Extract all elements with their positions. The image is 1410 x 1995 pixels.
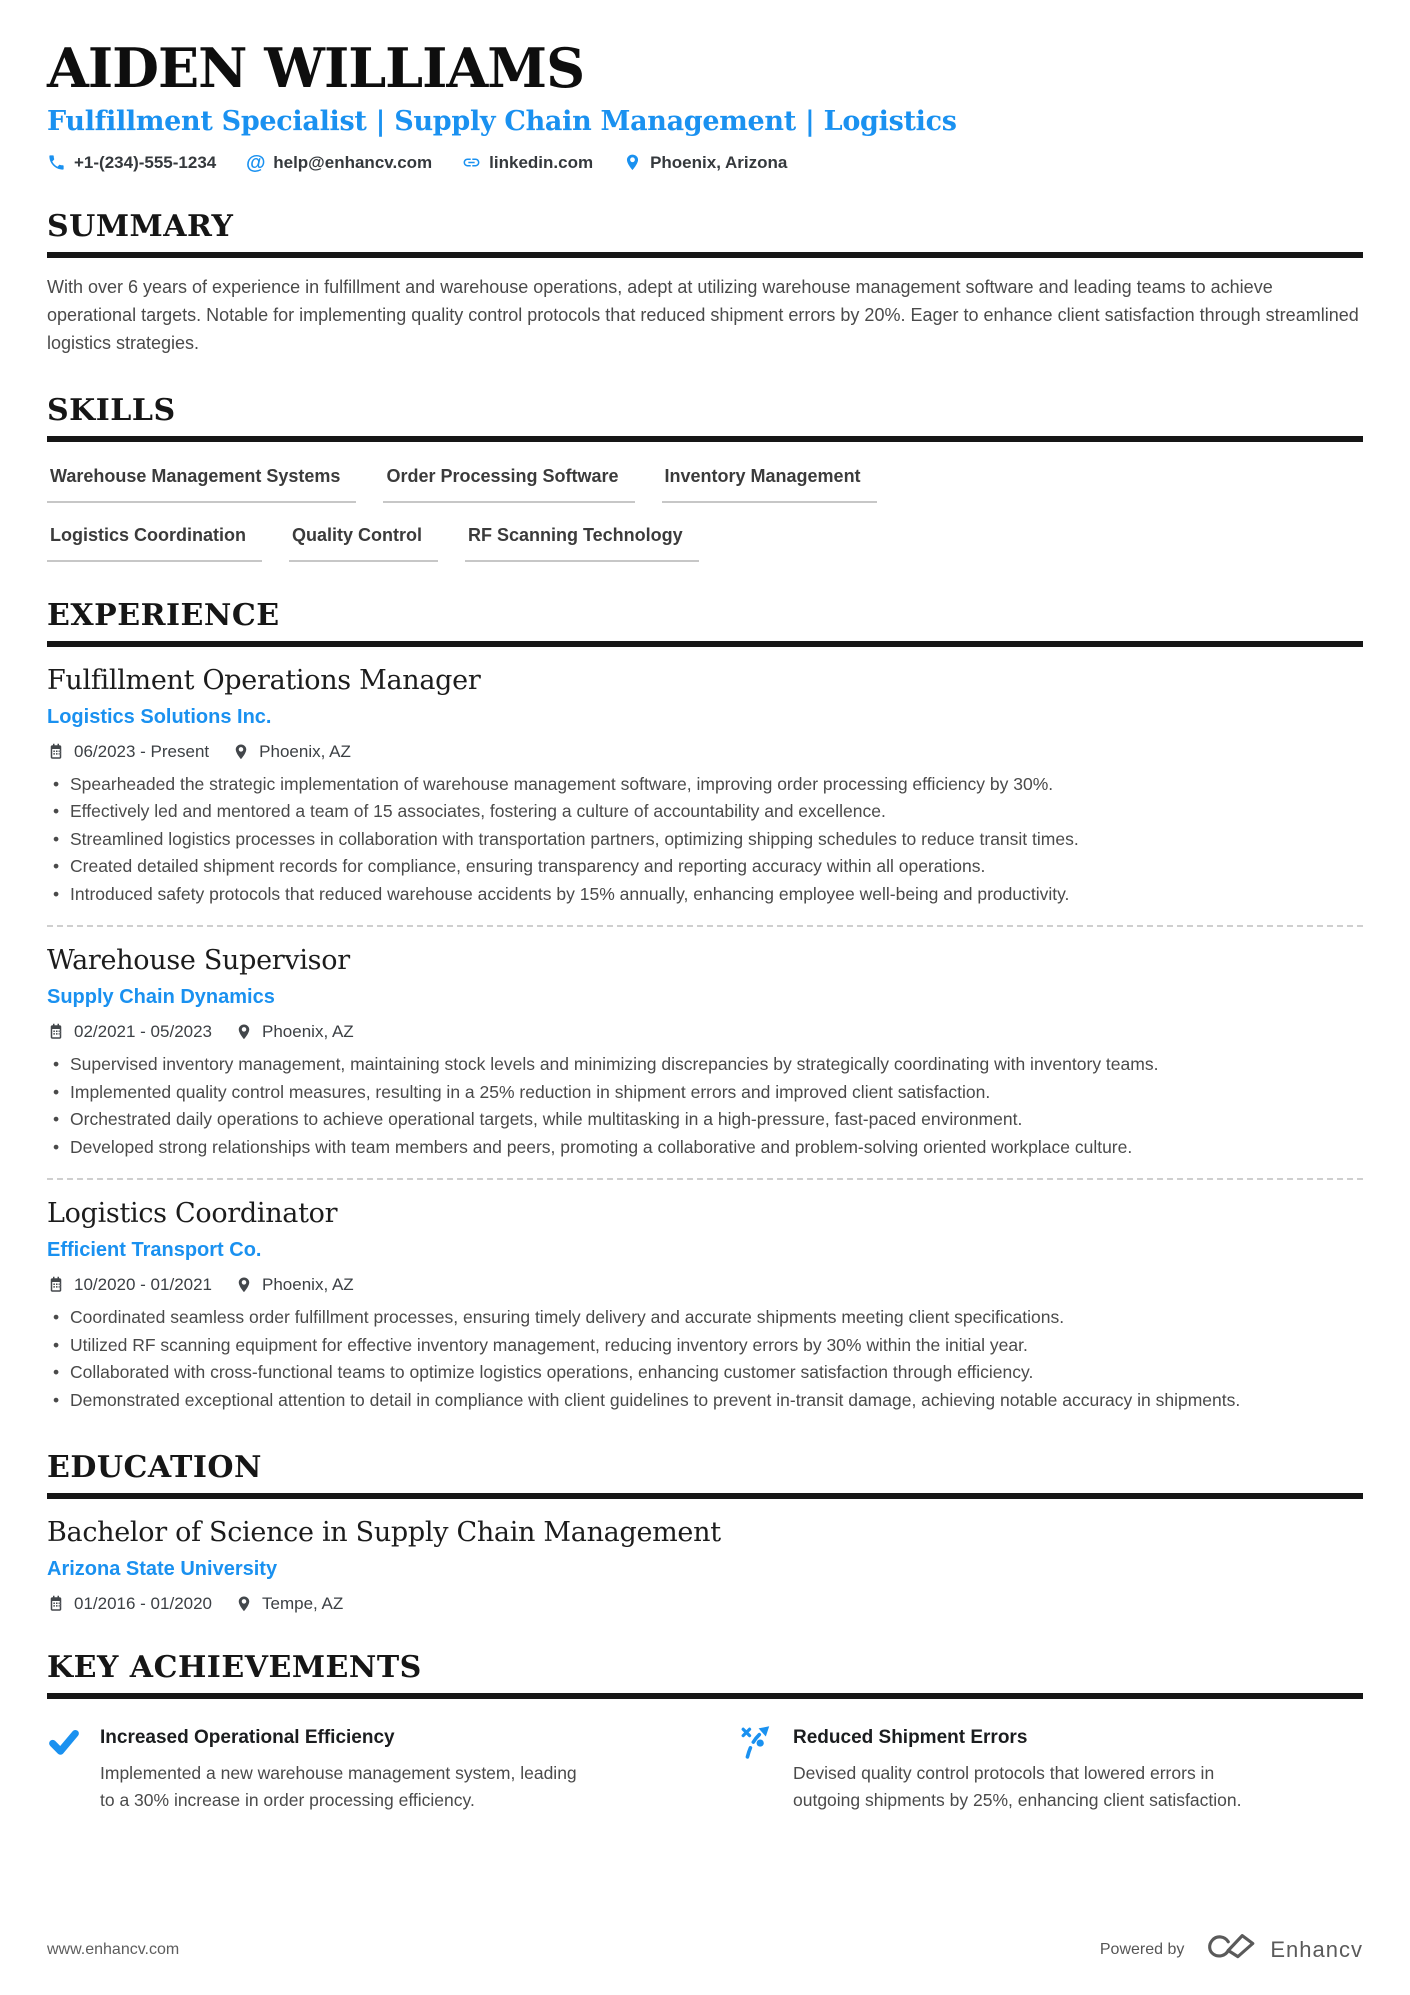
achievement-text: Implemented a new warehouse management system, leading to a 30% increase in order processing efficiency. xyxy=(100,1763,577,1811)
experience-section xyxy=(47,598,1363,1415)
summary-heading: SUMMARY xyxy=(47,209,1363,258)
phone-contact xyxy=(47,153,216,173)
job-bullet: • Streamlined logistics processes in collaboration with transportation partners, optimizing shipping schedules to reduce transit times. xyxy=(47,826,1363,854)
powered-by-label: Powered by xyxy=(1099,1940,1185,1958)
skills-list xyxy=(47,444,1363,562)
job-bullets xyxy=(47,1304,1363,1414)
education-entry xyxy=(47,1517,1363,1614)
linkedin-url[interactable]: linkedin.com xyxy=(489,152,594,172)
brand-name: Enhancv xyxy=(1270,1936,1363,1962)
achievements-heading: KEY ACHIEVEMENTS xyxy=(47,1650,1363,1699)
achievements-section xyxy=(47,1650,1363,1814)
candidate-name: AIDEN WILLIAMS xyxy=(47,36,585,100)
job-location: Phoenix, AZ xyxy=(262,1022,354,1042)
skills-heading: SKILLS xyxy=(47,393,1363,442)
job-divider xyxy=(47,1178,1363,1180)
calendar-icon xyxy=(47,1276,65,1294)
job-location: Phoenix, AZ xyxy=(259,741,351,761)
candidate-headline: Fulfillment Specialist | Supply Chain Management | Logistics xyxy=(47,105,957,137)
education-dates: 01/2016 - 01/2020 xyxy=(74,1594,213,1614)
job-bullet: • Introduced safety protocols that reduced warehouse accidents by 15% annually, enhancing employee well-being and productivity. xyxy=(47,881,1363,909)
job-meta xyxy=(47,742,1363,762)
skills-section xyxy=(47,393,1363,562)
skill-tag: Quality Control xyxy=(289,525,438,562)
company-name: Logistics Solutions Inc. xyxy=(47,705,272,728)
footer-brand xyxy=(1100,1932,1363,1967)
achievement-text: Devised quality control protocols that lowered errors in outgoing shipments by 25%, enhancing client satisfaction. xyxy=(793,1763,1242,1811)
degree-title: Bachelor of Science in Supply Chain Management xyxy=(47,1517,721,1549)
job-bullet: • Supervised inventory management, maintaining stock levels and minimizing discrepancies by strategically coordinating with inventory teams. xyxy=(47,1051,1363,1079)
education-location: Tempe, AZ xyxy=(262,1594,344,1614)
skill-tag: Warehouse Management Systems xyxy=(47,466,356,503)
job-bullet: • Demonstrated exceptional attention to detail in compliance with client guidelines to prevent in-transit damage, achieving notable accuracy in shipments. xyxy=(47,1387,1363,1415)
job-bullet: • Collaborated with cross-functional teams to optimize logistics operations, enhancing customer satisfaction through efficiency. xyxy=(47,1359,1363,1387)
calendar-icon xyxy=(47,743,65,761)
skill-tag: RF Scanning Technology xyxy=(465,525,699,562)
location-icon xyxy=(235,1276,253,1294)
linkedin-contact[interactable] xyxy=(462,153,593,173)
skill-tag: Logistics Coordination xyxy=(47,525,262,562)
calendar-icon xyxy=(47,1595,65,1613)
experience-entry xyxy=(47,945,1363,1161)
job-bullet: • Orchestrated daily operations to achieve operational targets, while multitasking in a high-pressure, fast-paced environment. xyxy=(47,1106,1363,1134)
email-address[interactable]: help@enhancv.com xyxy=(273,152,433,172)
job-bullets xyxy=(47,771,1363,909)
job-bullet: • Developed strong relationships with team members and peers, promoting a collaborative and problem-solving oriented workplace culture. xyxy=(47,1134,1363,1162)
job-meta xyxy=(47,1022,1363,1042)
location-icon xyxy=(623,153,642,172)
strategy-arrow-icon xyxy=(740,1723,776,1814)
job-dates: 06/2023 - Present xyxy=(74,741,210,761)
phone-number: +1-(234)-555-1234 xyxy=(74,152,217,172)
skills-row xyxy=(47,444,1363,503)
phone-icon xyxy=(47,153,66,172)
job-title: Logistics Coordinator xyxy=(47,1198,338,1230)
contact-row xyxy=(47,153,1363,173)
link-icon xyxy=(462,153,481,172)
resume-header xyxy=(47,36,1363,174)
at-icon: @ xyxy=(245,151,266,174)
education-section xyxy=(47,1450,1363,1614)
achievement-content xyxy=(100,1723,590,1814)
experience-heading: EXPERIENCE xyxy=(47,598,1363,647)
summary-section xyxy=(47,209,1363,357)
job-bullet: • Implemented quality control measures, resulting in a 25% reduction in shipment errors and improved client satisfaction. xyxy=(47,1079,1363,1107)
summary-text: With over 6 years of experience in fulfillment and warehouse operations, adept at utilizing warehouse management software and leading teams to achieve operational targets. Notable for implementing quality control protocols that reduced shipment errors by 20%. Eager to enhance client satisfaction through streamlined logistics strategies. xyxy=(47,276,1359,353)
achievement-item xyxy=(740,1723,1363,1814)
check-icon xyxy=(47,1723,83,1814)
job-title: Warehouse Supervisor xyxy=(47,945,350,977)
achievements-grid xyxy=(47,1723,1363,1814)
skill-tag: Order Processing Software xyxy=(383,466,634,503)
job-title: Fulfillment Operations Manager xyxy=(47,664,481,696)
job-bullet: • Created detailed shipment records for compliance, ensuring transparency and reporting accuracy within all operations. xyxy=(47,853,1363,881)
email-contact[interactable] xyxy=(246,153,432,173)
achievement-title: Increased Operational Efficiency xyxy=(100,1727,395,1749)
job-bullet: • Coordinated seamless order fulfillment processes, ensuring timely delivery and accurate shipments meeting client specifications. xyxy=(47,1304,1363,1332)
job-bullet: • Effectively led and mentored a team of 15 associates, fostering a culture of accountability and excellence. xyxy=(47,798,1363,826)
company-name: Efficient Transport Co. xyxy=(47,1239,262,1262)
job-location: Phoenix, AZ xyxy=(262,1275,354,1295)
page-footer xyxy=(47,1932,1363,1967)
school-name: Arizona State University xyxy=(47,1558,278,1581)
education-meta xyxy=(47,1594,1363,1614)
company-name: Supply Chain Dynamics xyxy=(47,986,275,1009)
job-dates: 10/2020 - 01/2021 xyxy=(74,1275,213,1295)
job-bullet: • Utilized RF scanning equipment for effective inventory management, reducing inventory errors by 30% within the initial year. xyxy=(47,1332,1363,1360)
job-dates: 02/2021 - 05/2023 xyxy=(74,1022,213,1042)
location-text: Phoenix, Arizona xyxy=(650,152,788,172)
location-contact xyxy=(623,153,787,173)
achievement-title: Reduced Shipment Errors xyxy=(793,1727,1028,1749)
job-bullet: • Spearheaded the strategic implementation of warehouse management software, improving order processing efficiency by 30%. xyxy=(47,771,1363,799)
achievement-item xyxy=(47,1723,670,1814)
skill-tag: Inventory Management xyxy=(662,466,877,503)
skills-row xyxy=(47,503,1363,562)
job-bullets xyxy=(47,1051,1363,1161)
enhancv-logo-icon xyxy=(1202,1932,1258,1967)
experience-entry xyxy=(47,1198,1363,1414)
experience-entry xyxy=(47,665,1363,909)
job-meta xyxy=(47,1275,1363,1295)
job-divider xyxy=(47,925,1363,927)
location-icon xyxy=(235,1595,253,1613)
calendar-icon xyxy=(47,1023,65,1041)
location-icon xyxy=(235,1023,253,1041)
achievement-content xyxy=(793,1723,1283,1814)
education-heading: EDUCATION xyxy=(47,1450,1363,1499)
location-icon xyxy=(232,743,250,761)
footer-website-link[interactable]: www.enhancv.com xyxy=(47,1940,180,1958)
